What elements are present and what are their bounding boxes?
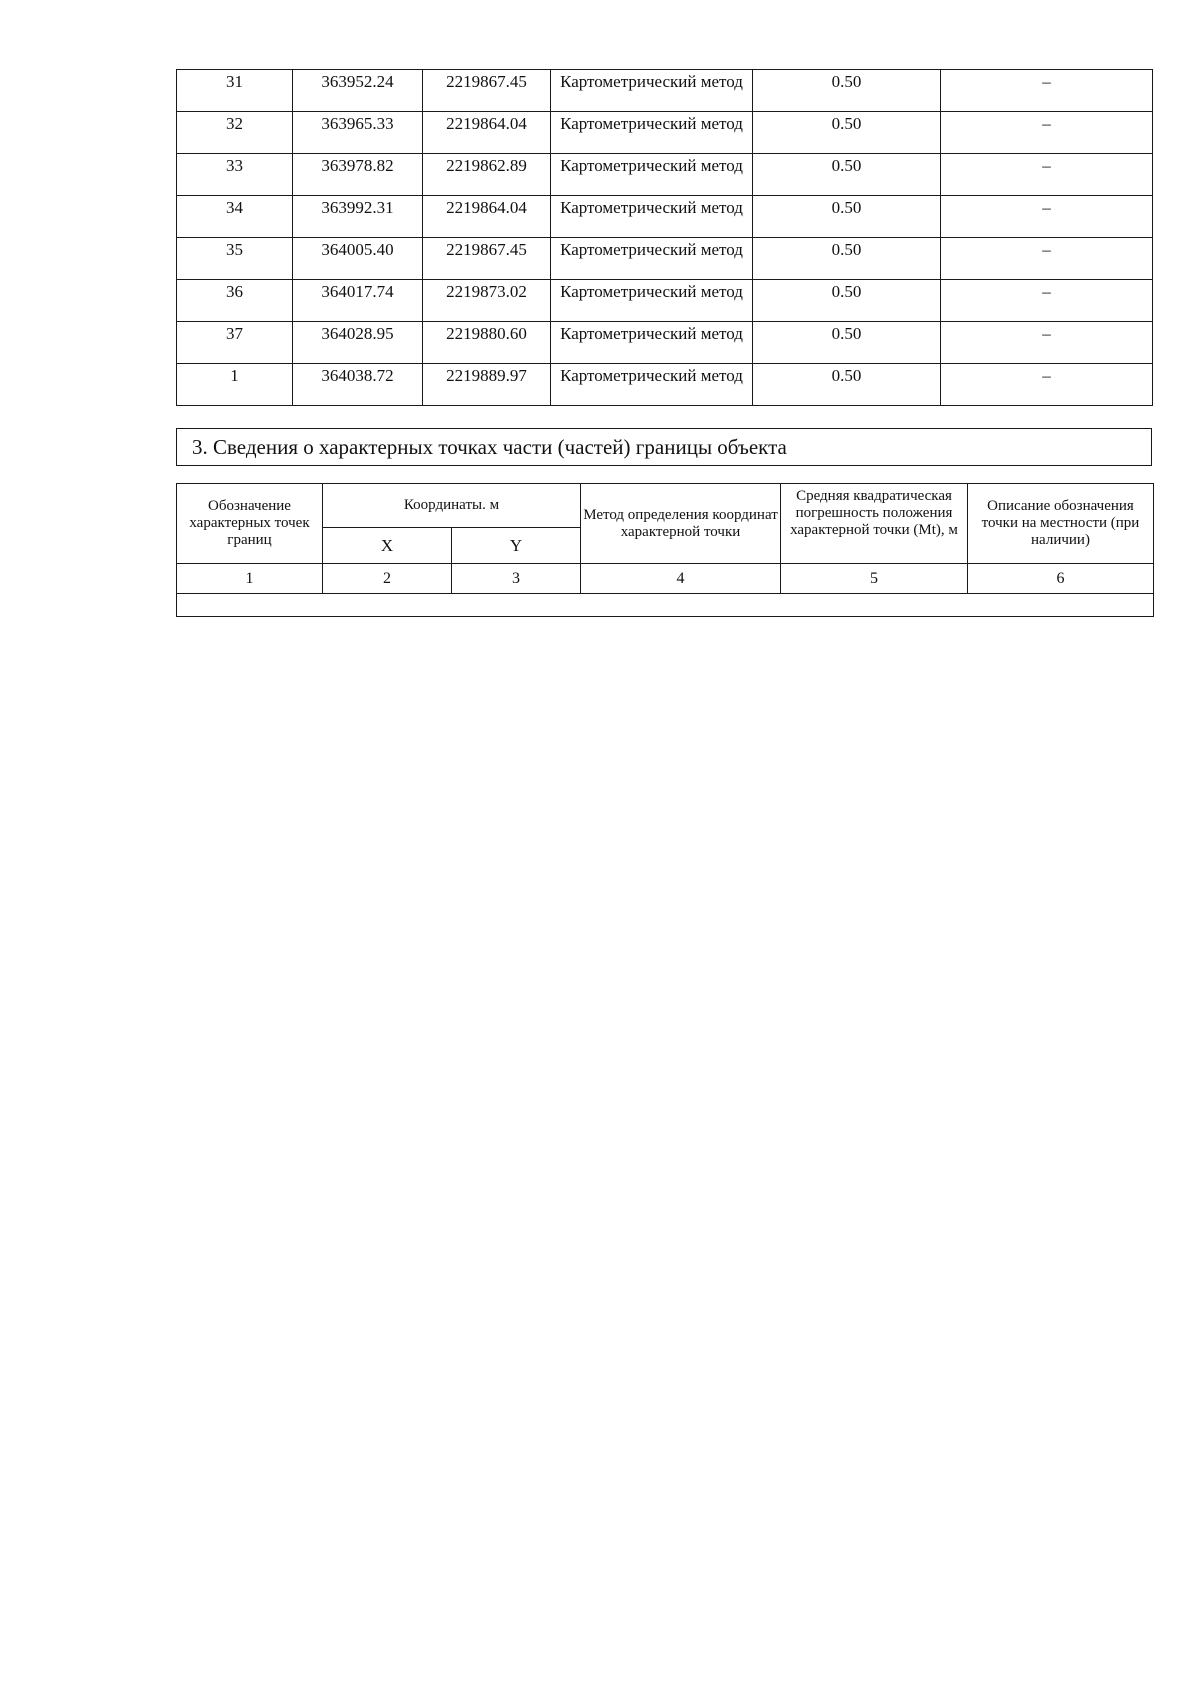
point-number-cell: 34 (177, 196, 293, 238)
header-x: X (323, 528, 452, 564)
section-3-title (176, 428, 1152, 466)
header-y: Y (452, 528, 581, 564)
table-row (177, 154, 1153, 196)
table-row (177, 196, 1153, 238)
error-cell: 0.50 (753, 112, 941, 154)
method-cell: Картометрический метод (551, 154, 753, 196)
x-coordinate-cell: 363992.31 (293, 196, 423, 238)
point-number-cell: 36 (177, 280, 293, 322)
description-cell: – (941, 238, 1153, 280)
y-coordinate-cell: 2219867.45 (423, 70, 551, 112)
description-cell: – (941, 70, 1153, 112)
y-coordinate-cell: 2219880.60 (423, 322, 551, 364)
method-cell: Картометрический метод (551, 322, 753, 364)
point-number-cell: 31 (177, 70, 293, 112)
x-coordinate-cell: 363965.33 (293, 112, 423, 154)
error-cell: 0.50 (753, 70, 941, 112)
error-cell: 0.50 (753, 322, 941, 364)
error-cell: 0.50 (753, 238, 941, 280)
error-cell: 0.50 (753, 196, 941, 238)
description-cell: – (941, 112, 1153, 154)
column-number: 4 (581, 564, 781, 594)
boundary-points-table-body (177, 70, 1153, 406)
header-designation: Обозначение характерных точек границ (177, 484, 323, 564)
method-cell: Картометрический метод (551, 280, 753, 322)
header-row (177, 484, 1154, 528)
table-row (177, 70, 1153, 112)
x-coordinate-cell: 364038.72 (293, 364, 423, 406)
method-cell: Картометрический метод (551, 112, 753, 154)
x-coordinate-cell: 364017.74 (293, 280, 423, 322)
y-coordinate-cell: 2219862.89 (423, 154, 551, 196)
header-coordinates: Координаты. м (323, 484, 581, 528)
header-method: Метод определения координат характерной точки (581, 484, 781, 564)
column-number: 5 (781, 564, 968, 594)
column-number: 2 (323, 564, 452, 594)
table-row (177, 364, 1153, 406)
description-cell: – (941, 364, 1153, 406)
table-row (177, 280, 1153, 322)
description-cell: – (941, 196, 1153, 238)
column-numbers-row (177, 564, 1154, 594)
y-coordinate-cell: 2219864.04 (423, 196, 551, 238)
column-number: 6 (968, 564, 1154, 594)
x-coordinate-cell: 363978.82 (293, 154, 423, 196)
error-cell: 0.50 (753, 364, 941, 406)
x-coordinate-cell: 364028.95 (293, 322, 423, 364)
error-cell: 0.50 (753, 154, 941, 196)
description-cell: – (941, 280, 1153, 322)
point-number-cell: 37 (177, 322, 293, 364)
error-cell: 0.50 (753, 280, 941, 322)
part-boundary-points-table (176, 483, 1154, 617)
method-cell: Картометрический метод (551, 196, 753, 238)
y-coordinate-cell: 2219867.45 (423, 238, 551, 280)
method-cell: Картометрический метод (551, 364, 753, 406)
empty-row (177, 594, 1154, 617)
table-row (177, 238, 1153, 280)
method-cell: Картометрический метод (551, 238, 753, 280)
point-number-cell: 33 (177, 154, 293, 196)
column-number: 1 (177, 564, 323, 594)
description-cell: – (941, 154, 1153, 196)
point-number-cell: 32 (177, 112, 293, 154)
y-coordinate-cell: 2219873.02 (423, 280, 551, 322)
x-coordinate-cell: 363952.24 (293, 70, 423, 112)
point-number-cell: 35 (177, 238, 293, 280)
empty-cell (177, 594, 1154, 617)
description-cell: – (941, 322, 1153, 364)
column-number: 3 (452, 564, 581, 594)
header-error: Средняя квадратическая погрешность положения характерной точки (Mt), м (781, 484, 968, 564)
point-number-cell: 1 (177, 364, 293, 406)
table-row (177, 112, 1153, 154)
boundary-points-table (176, 69, 1153, 406)
y-coordinate-cell: 2219889.97 (423, 364, 551, 406)
header-description: Описание обозначения точки на местности (при наличии) (968, 484, 1154, 564)
x-coordinate-cell: 364005.40 (293, 238, 423, 280)
section-3-title-text: 3. Сведения о характерных точках части (частей) границы объекта (192, 435, 787, 459)
method-cell: Картометрический метод (551, 70, 753, 112)
table-row (177, 322, 1153, 364)
y-coordinate-cell: 2219864.04 (423, 112, 551, 154)
